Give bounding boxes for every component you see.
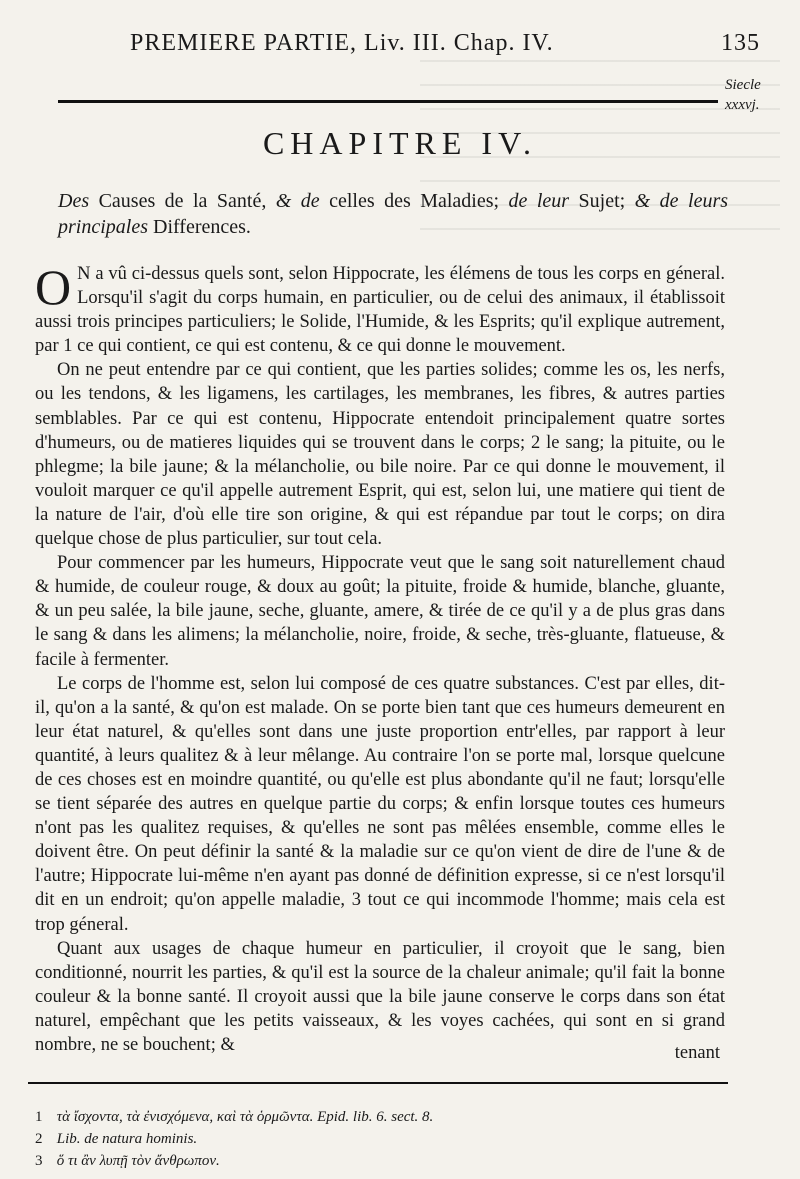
subtitle-part: Des (58, 190, 99, 212)
subtitle-part: & de leurs principales (58, 190, 729, 238)
subtitle-part: Causes de la Santé, (98, 190, 276, 212)
footnote-number: 3 (35, 1153, 43, 1169)
subtitle-part: de leur (508, 190, 579, 212)
paragraph-text: N a vû ci-dessus quels sont, selon Hippocrate, les élémens de tous les corps en géneral. Lorsqu'il s'agit du corps humain, en particulier, ou de celui des animaux, il établissoit aussi trois principes particuliers; le Solide, l'Humide, & les Esprits; qu'il explique autrement, par 1 ce qui contient, ce qui est contenu, & ce qui donne le mouvement. (35, 264, 725, 357)
paragraph: On ne peut entendre par ce qui contient, que les parties solides; comme les os, les nerfs, ou les tendons, & les ligamens, les cartilages, les membranes, les fibres, & autres parties semblables. Par ce qui est contenu, Hippocrate entendoit principalement quatre sortes d'humeurs, ou de matieres liquides qui se trouvent dans le corps; 2 le sang; la pituite, ou le phlegme; la bile jaune; & la mélancholie, ou bile noire. Par ce qui donne le mouvement, il vouloit marquer ce qu'il appelle autrement Esprit, qui est, selon lui, une matiere qui tient de la nature de l'air, d'où elle tire son origine, & qui est répandue par tout le corps; on dira quelque chose de plus particulier, sur tout cela. (35, 360, 725, 550)
paragraph: Quant aux usages de chaque humeur en particulier, il croyoit que le sang, bien conditionné, nourrit les parties, & qu'il est la source de la chaleur animale; qu'il fait la bonne couleur & la bonne santé. Il croyoit aussi que la bile jaune conserve le corps dans son état naturel, empêchant que les petits vaisseaux, & les voyes cachées, qui sont en si grand nombre, ne se bouchent; & (35, 938, 725, 1055)
footnote-number: 2 (35, 1131, 43, 1147)
page-number: 135 (721, 30, 760, 56)
margin-note-line: Siecle (725, 77, 761, 93)
catchword: tenant (674, 1043, 720, 1063)
margin-note-line: xxxvj. (725, 97, 760, 113)
footnote (35, 1106, 715, 1128)
subtitle-part: celles des Maladies; (329, 190, 509, 212)
running-title: PREMIERE PARTIE, Liv. III. Chap. IV. (130, 30, 554, 56)
running-header (40, 28, 760, 68)
footnote-text: τὰ ἴσχοντα, τὰ ἐνισχόμενα, καὶ τὰ ὁρμῶντα. Epid. lib. 6. sect. 8. (56, 1109, 434, 1125)
footnote (35, 1128, 715, 1150)
drop-cap: O (35, 259, 72, 315)
footnote (35, 1150, 715, 1172)
chapter-subtitle (58, 188, 728, 240)
footnotes (35, 1106, 715, 1172)
paragraph: Pour commencer par les humeurs, Hippocrate veut que le sang soit naturellement chaud & humide, de couleur rouge, & doux au goût; la pituite, froide & humide, blanche, gluante, & un peu salée, la bile jaune, seche, gluante, amere, & tirée de ce qu'il y a de plus gras dans le sang & dans les alimens; la mélancholie, noire, froide, & seche, très-gluante, flatueuse, & facile à fermenter. (35, 553, 725, 670)
footnote-text: Lib. de natura hominis. (56, 1131, 198, 1147)
margin-note (725, 75, 797, 115)
body-text (35, 259, 725, 1057)
footnote-text: ὅ τι ἂν λυπῇ τὸν ἄνθρωπον. (56, 1153, 220, 1169)
subtitle-part: Differences. (153, 216, 251, 238)
paragraph (35, 259, 725, 358)
subtitle-part: Sujet; (578, 190, 635, 212)
subtitle-part: & de (275, 190, 330, 212)
footnote-rule (28, 1082, 728, 1084)
chapter-title: CHAPITRE IV. (262, 125, 538, 161)
paragraph: Le corps de l'homme est, selon lui composé de ces quatre substances. C'est par elles, dit-il, qu'on a la santé, & qu'on est malade. On se porte bien tant que ces humeurs demeurent en leur état naturel, & qu'elles sont dans une juste proportion entr'elles, par rapport à leur quantité, à leurs qualitez & à leur mêlange. Au contraire l'on se porte mal, lorsque quelcune de ces choses est en moindre quantité, ou qu'elle est plus abondante qu'il ne faut; lorsqu'elle se tient séparée des autres en quelque partie du corps; & enfin lorsque toutes ces humeurs n'ont pas les qualitez requises, & qu'elles ne sont pas mêlées ensemble, comme elles le doivent être. On peut définir la santé & la maladie sur ce qu'on vient de dire de l'une & de l'autre; Hippocrate lui-même n'en ayant pas donné de définition expresse, si ce n'est lorsqu'il dit en un endroit; qu'on appelle maladie, 3 tout ce qui incommode l'homme; mais cela est trop géneral. (35, 673, 725, 935)
footnote-number: 1 (35, 1109, 43, 1125)
header-rule (58, 100, 718, 103)
